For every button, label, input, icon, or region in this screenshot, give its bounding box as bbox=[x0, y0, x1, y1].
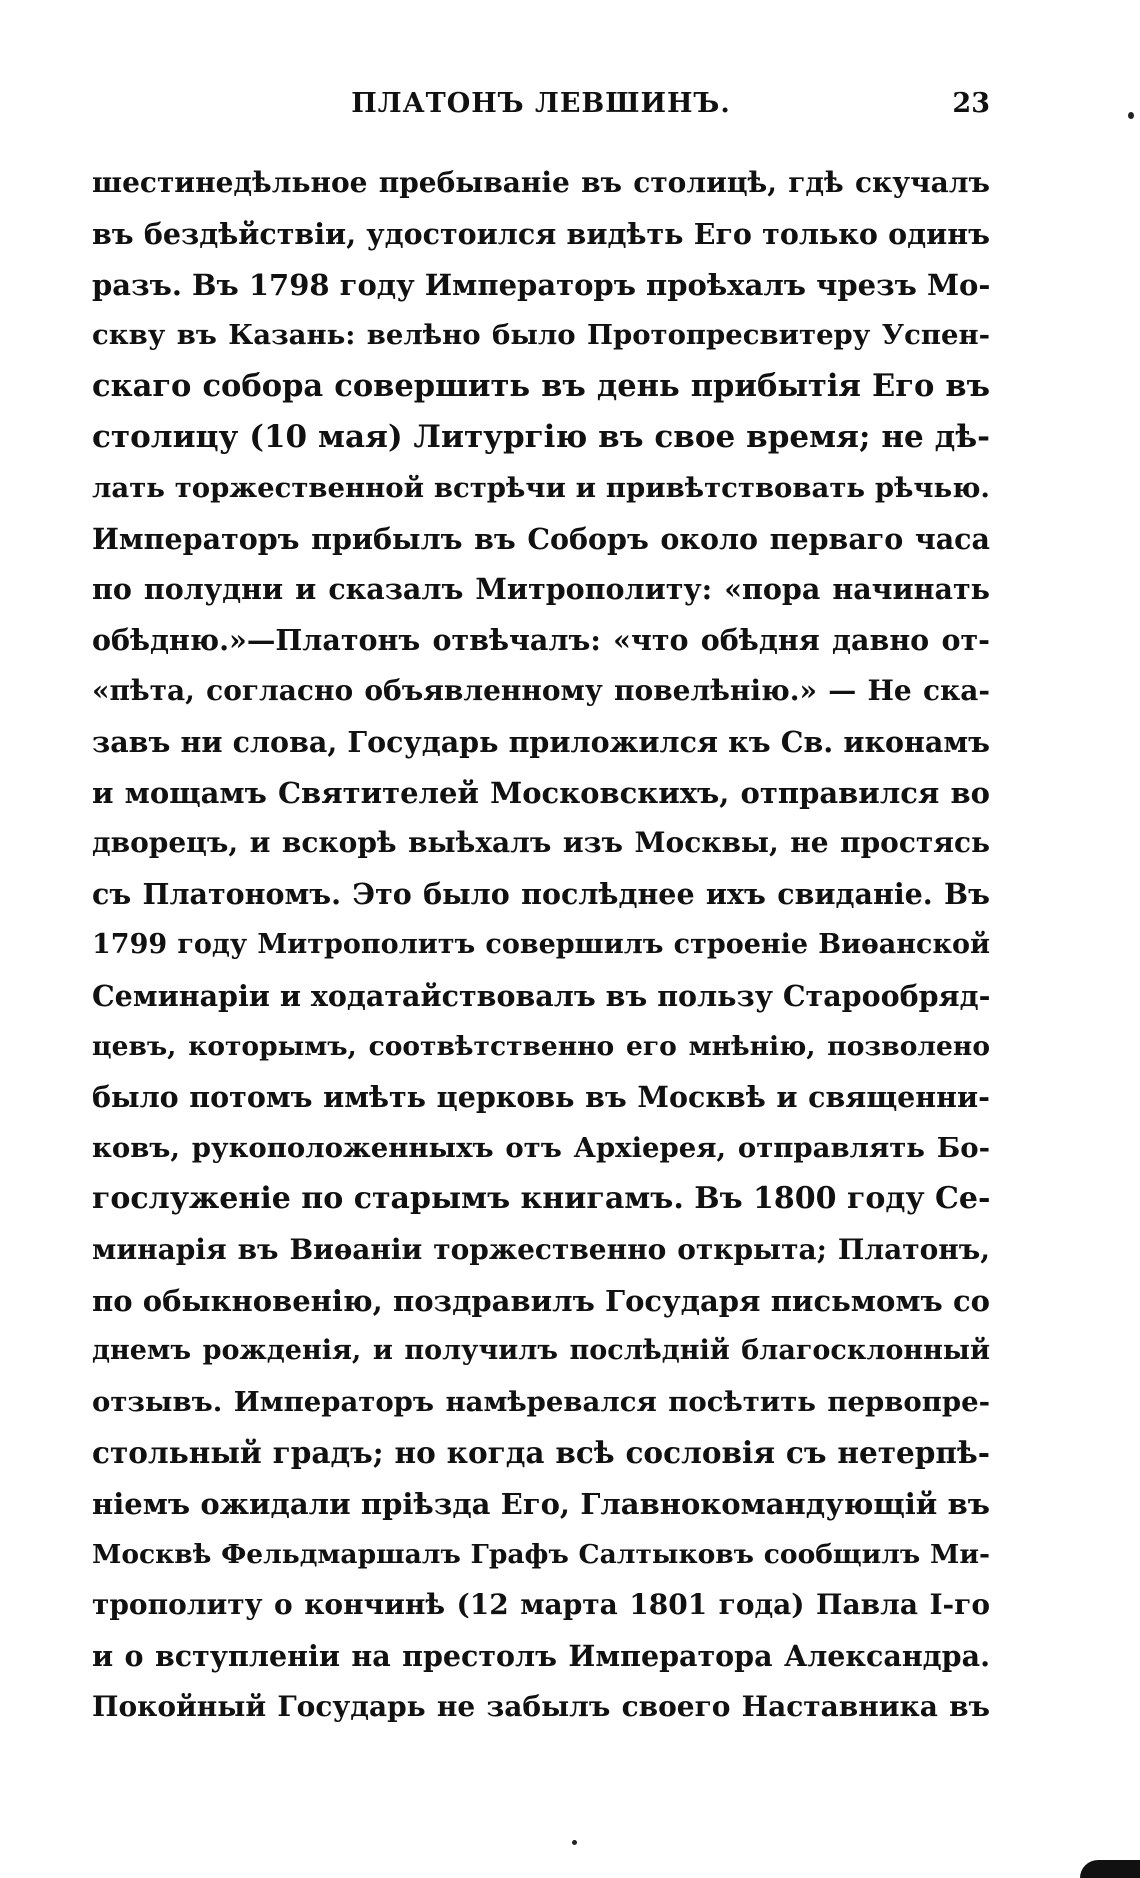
text-line: столицу (10 мая) Литургію въ свое время; не дѣ- bbox=[92, 418, 990, 455]
text-line: минарія въ Виѳаніи торжественно открыта; Платонъ, bbox=[92, 1232, 990, 1266]
text-line: ковъ, рукоположенныхъ отъ Архіерея, отправлять Бо- bbox=[92, 1132, 990, 1165]
text-line: и о вступленіи на престолъ Императора Александра. bbox=[92, 1639, 990, 1674]
text-line: «пѣта, согласно объявленному повелѣнію.» — Не ска- bbox=[92, 673, 990, 707]
text-line: гослуженіе по старымъ книгамъ. Въ 1800 году Се- bbox=[92, 1180, 990, 1216]
page-header bbox=[92, 88, 990, 128]
text-line: стольный градъ; но когда всѣ сословія съ нетерпѣ- bbox=[92, 1434, 990, 1470]
text-line: завъ ни слова, Государь приложился къ Св. иконамъ bbox=[92, 724, 990, 759]
text-line: трополиту о кончинѣ (12 марта 1801 года) Павла I-го bbox=[92, 1588, 990, 1622]
text-line: скаго собора совершить въ день прибытія Его въ bbox=[92, 368, 990, 405]
text-line: Императоръ прибылъ въ Соборъ около перваго часа bbox=[92, 521, 990, 556]
text-line: и мощамъ Святителей Московскихъ, отправился во bbox=[92, 775, 990, 810]
text-line: по полудни и сказалъ Митрополиту: «пора начинать bbox=[92, 572, 990, 607]
text-line: цевъ, которымъ, соотвѣтственно его мнѣнію, позволено bbox=[92, 1030, 990, 1062]
text-line: Покойный Государь не забылъ своего Наставника въ bbox=[92, 1689, 990, 1723]
text-line: было потомъ имѣть церковь въ Москвѣ и священни- bbox=[92, 1080, 990, 1115]
body-text bbox=[92, 158, 990, 1733]
text-line: днемъ рожденія, и получилъ послѣдній благосклонный bbox=[92, 1335, 990, 1367]
running-head: ПЛАТОНЪ ЛЕВШИНЪ. bbox=[351, 88, 731, 119]
text-line: дворецъ, и вскорѣ выѣхалъ изъ Москвы, не простясь bbox=[92, 826, 990, 860]
text-line: въ бездѣйствіи, удостоился видѣть Его только одинъ bbox=[92, 216, 990, 251]
text-line: разъ. Въ 1798 году Императоръ проѣхалъ чрезъ Мо- bbox=[92, 267, 990, 302]
text-line: Москвѣ Фельдмаршалъ Графъ Салтыковъ сообщилъ Ми- bbox=[92, 1538, 990, 1570]
speck-mark bbox=[1128, 112, 1134, 119]
text-line: отзывъ. Императоръ намѣревался посѣтить первопре- bbox=[92, 1386, 990, 1419]
text-line: Семинаріи и ходатайствовалъ въ пользу Старообряд- bbox=[92, 978, 990, 1013]
text-line: по обыкновенію, поздравилъ Государя письмомъ со bbox=[92, 1283, 990, 1318]
text-line: 1799 году Митрополитъ совершилъ строеніе Виѳанской bbox=[92, 928, 990, 960]
text-line: съ Платономъ. Это было послѣднее ихъ свиданіе. Въ bbox=[92, 877, 990, 912]
speck-mark bbox=[572, 1840, 577, 1845]
text-line: шестинедѣльное пребываніе въ столицѣ, гдѣ скучалъ bbox=[92, 166, 990, 199]
text-line: скву въ Казань: велѣно было Протопресвитеру Успен- bbox=[92, 319, 990, 352]
text-line: ніемъ ожидали пріѣзда Его, Главнокомандующій въ bbox=[92, 1486, 990, 1521]
text-line: обѣдню.»—Платонъ отвѣчалъ: «что обѣдня давно от- bbox=[92, 623, 990, 658]
page-number: 23 bbox=[952, 88, 990, 119]
page-edge-shadow bbox=[1080, 1860, 1140, 1878]
text-line: лать торжественной встрѣчи и привѣтствовать рѣчью. bbox=[92, 471, 990, 504]
